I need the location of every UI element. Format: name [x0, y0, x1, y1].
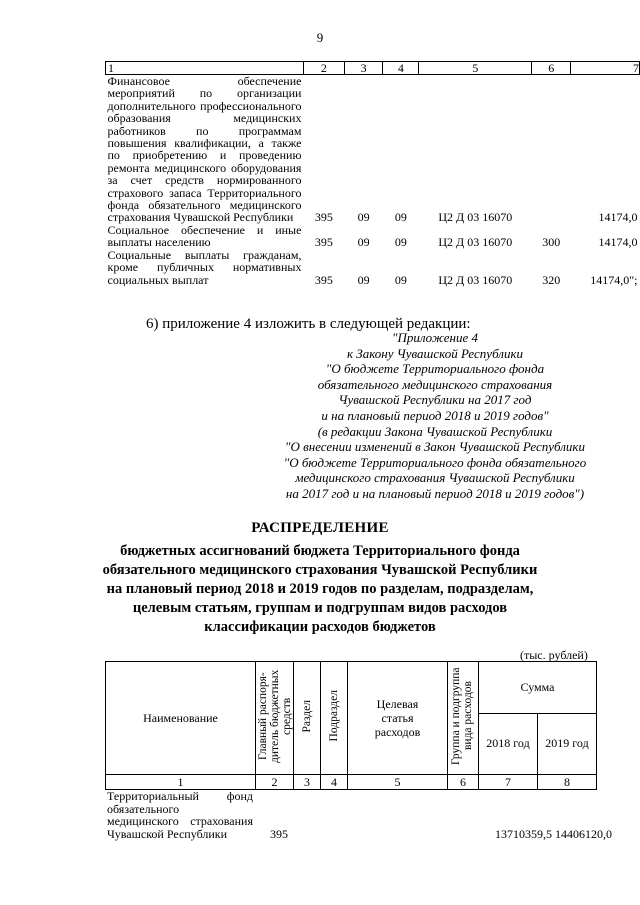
col-header-1: 1 — [106, 62, 304, 75]
appendix-caption — [240, 330, 630, 502]
appendix-line: (в редакции Закона Чувашской Республики — [317, 423, 553, 439]
header-sum: Сумма — [479, 662, 597, 714]
appendix-line: на 2017 год и на плановый период 2018 и 2019 годов") — [285, 485, 585, 501]
table-header-row — [106, 62, 640, 75]
header-name: Наименование — [106, 662, 256, 775]
col-number: 5 — [348, 775, 448, 790]
appendix-line: Чувашской Республики на 2017 год — [338, 392, 532, 408]
col-header-6: 6 — [532, 62, 571, 75]
fund-row-name: Территориальный фонд обязательного медицинского страхования Чувашской Республики — [107, 789, 253, 841]
col-header-4: 4 — [383, 62, 419, 75]
expenditure-table-continued — [105, 61, 640, 286]
document-subtitle — [60, 542, 580, 637]
fund-row-admin: 395 — [270, 827, 288, 841]
header-target — [348, 662, 448, 775]
appendix-line: обязательного медицинского страхования — [317, 376, 553, 392]
row-amount: 14174,0 — [598, 235, 638, 250]
subtitle-line: на плановый период 2018 и 2019 годов по разделам, подразделам, — [106, 581, 534, 597]
col-header-2: 2 — [303, 62, 344, 75]
col-header-3: 3 — [344, 62, 383, 75]
header-group — [448, 662, 479, 775]
table-header-row — [106, 662, 597, 714]
header-group-text: Группа и подгруппа вида расходов — [450, 667, 474, 765]
column-number-row — [106, 775, 597, 790]
header-admin — [256, 662, 294, 775]
header-2018: 2018 год — [479, 713, 538, 774]
row-name: Социальное обеспечение и иные выплаты населению — [107, 222, 302, 250]
appendix-line: и на плановый период 2018 и 2019 годов" — [321, 407, 549, 423]
row-name: Социальные выплаты гражданам, кроме публичных нормативных социальных выплат — [107, 247, 302, 287]
appendix-line: медицинского страхования Чувашской Республики — [295, 470, 575, 486]
col-number: 8 — [538, 775, 597, 790]
distribution-table — [105, 661, 597, 790]
row-admin: 395 — [314, 210, 333, 225]
subtitle-line: целевым статьям, группам и подгруппам видов расходов — [132, 600, 508, 616]
row-admin: 395 — [314, 272, 333, 287]
row-subsection: 09 — [394, 210, 407, 225]
row-admin: 395 — [314, 235, 333, 250]
col-header-7: 7 — [571, 62, 640, 75]
row-target: Ц2 Д 03 16070 — [438, 210, 513, 225]
col-number: 2 — [256, 775, 294, 790]
row-section: 09 — [357, 235, 370, 250]
col-number: 3 — [294, 775, 321, 790]
col-number: 7 — [479, 775, 538, 790]
row-subsection: 09 — [394, 235, 407, 250]
row-section: 09 — [357, 272, 370, 287]
appendix-line: "О бюджете Территориального фонда — [325, 361, 545, 377]
page-number: 9 — [316, 30, 324, 45]
col-number: 6 — [448, 775, 479, 790]
row-section: 09 — [357, 210, 370, 225]
row-amount: 14174,0"; — [590, 272, 638, 287]
header-2019: 2019 год — [538, 713, 597, 774]
table-row — [106, 249, 640, 286]
header-target-text: Целевая статья расходов — [374, 697, 421, 739]
table-row — [106, 224, 640, 249]
subtitle-line: бюджетных ассигнований бюджета Территориального фонда — [120, 543, 520, 559]
appendix-line: к Закону Чувашской Республики — [346, 345, 524, 361]
header-subsection-text: Подраздел — [328, 690, 340, 742]
appendix-line: "Приложение 4 — [391, 330, 478, 345]
header-subsection — [321, 662, 348, 775]
row-group: 300 — [542, 235, 561, 250]
subtitle-line: обязательного медицинского страхования Чувашской Республики — [102, 562, 538, 578]
table-row — [106, 75, 640, 224]
row-subsection: 09 — [394, 272, 407, 287]
header-section-text: Раздел — [301, 699, 313, 733]
row-target: Ц2 Д 03 16070 — [438, 272, 513, 287]
appendix-line: "О бюджете Территориального фонда обязательного — [283, 454, 587, 470]
row-group: 320 — [542, 272, 561, 287]
document-title: РАСПРЕДЕЛЕНИЕ — [251, 520, 389, 536]
col-header-5: 5 — [419, 62, 532, 75]
row-group — [532, 75, 571, 224]
row-name: Финансовое обеспечение мероприятий по организации дополнительного профессионального образования медицинских работников по программам повышения квалификации, а также по приобретению и проведению ремонта медицинского оборудования за счет средств нормированного страхового запаса Территориального фонда обязательного медицинского страхования Чувашской Республики — [107, 74, 302, 225]
row-amount: 14174,0 — [598, 210, 638, 225]
fund-row-sums: 13710359,5 14406120,0 — [495, 827, 612, 841]
amendment-item: 6) приложение 4 изложить в следующей редакции: — [146, 316, 471, 332]
appendix-line: "О внесении изменений в Закон Чувашской Республики — [285, 439, 585, 455]
subtitle-line: классификации расходов бюджетов — [204, 619, 436, 635]
header-admin-text: Главный распоря-дитель бюджетных средств — [256, 669, 293, 763]
col-number: 4 — [321, 775, 348, 790]
row-target: Ц2 Д 03 16070 — [438, 235, 513, 250]
units-note: (тыс. рублей) — [520, 648, 588, 662]
col-number: 1 — [106, 775, 256, 790]
header-section — [294, 662, 321, 775]
